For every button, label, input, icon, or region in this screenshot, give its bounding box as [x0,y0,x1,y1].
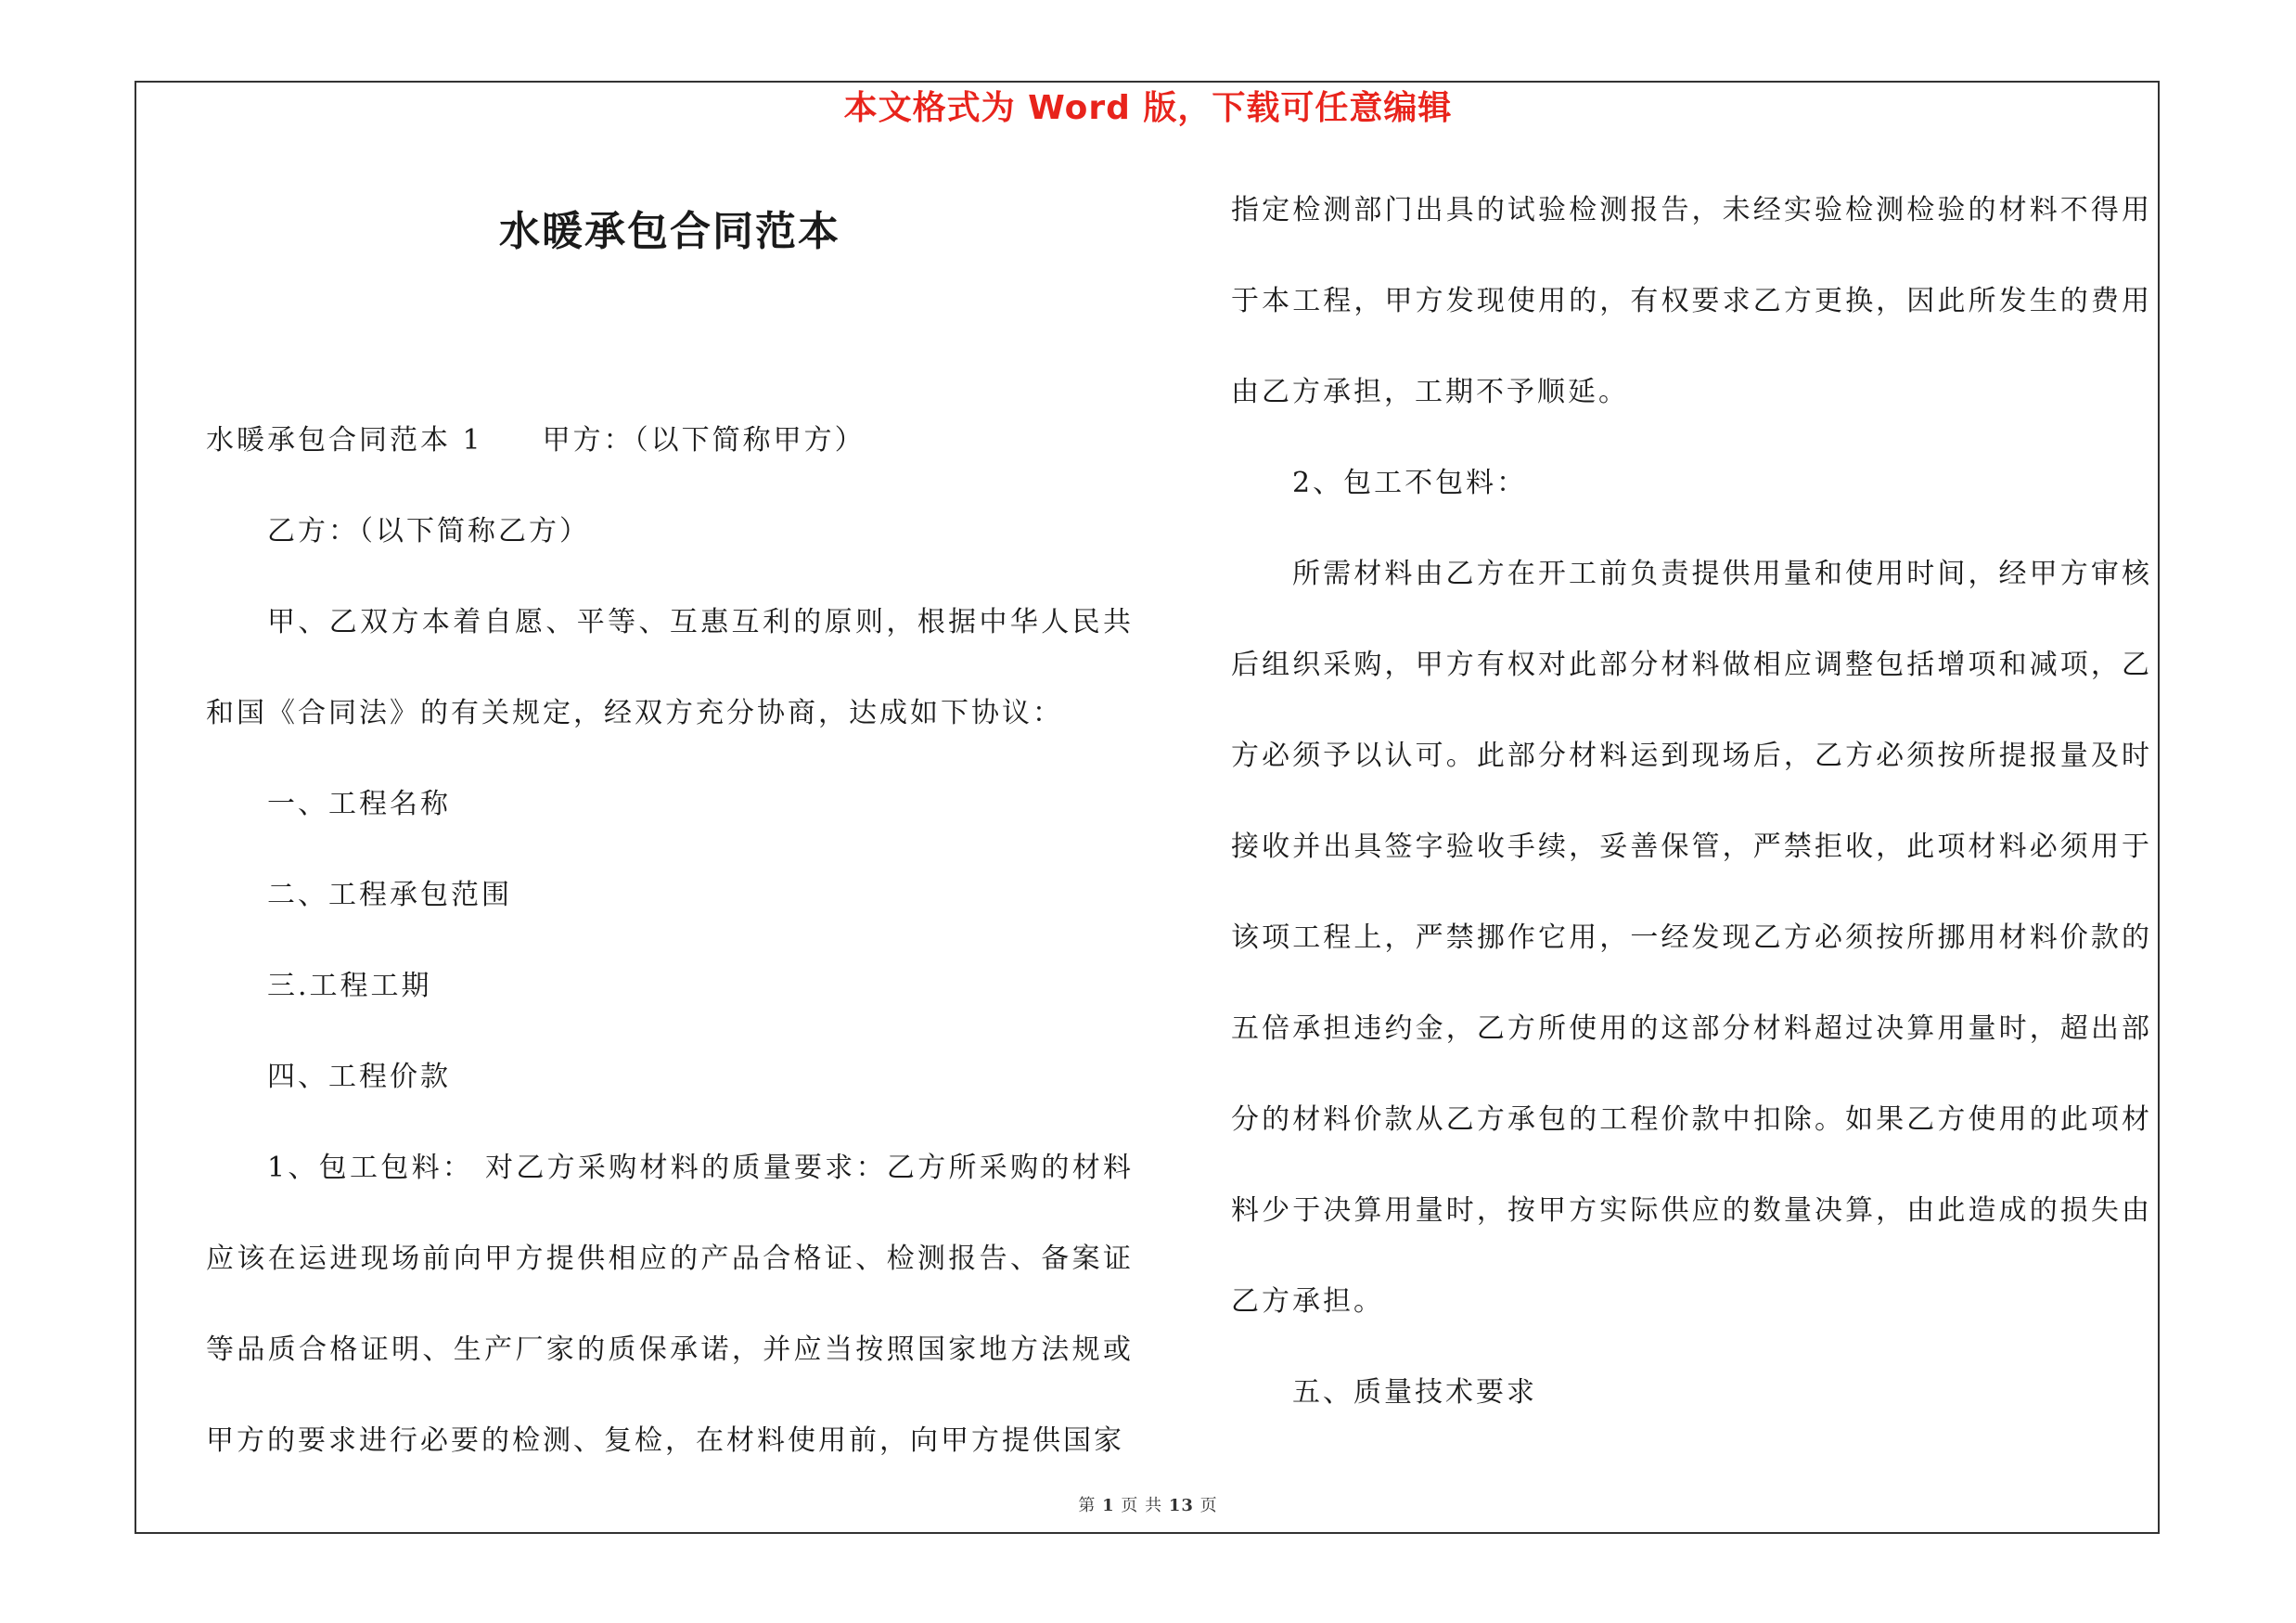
left-column [206,395,1134,1487]
opening-line [206,395,1134,486]
materials-paragraph: 所需材料由乙方在开工前负责提供用量和使用时间，经甲方审核后组织采购，甲方有权对此部分材料做相应调整包括增项和减项，乙方必须予以认可。此部分材料运到现场后，乙方必须按所提报量及时接收并出具签字验收手续，妥善保管，严禁拒收，此项材料必须用于该项工程上，严禁挪作它用，一经发现乙方必须按所挪用材料价款的五倍承担违约金，乙方所使用的这部分材料超过决算用量时，超出部分的材料价款从乙方承包的工程价款中扣除。如果乙方使用的此项材料少于决算用量时，按甲方实际供应的数量决算，由此造成的损失由乙方承担。 [1231,558,2152,1318]
right-column [1231,165,2152,1438]
contract-heading: 水暖承包合同范本 1 [206,424,483,457]
page-number-footer [0,1494,2296,1518]
footer-suffix: 页 [1199,1496,1218,1515]
footer-middle: 页 共 [1121,1496,1163,1515]
preamble-paragraph: 甲、乙双方本着自愿、平等、互惠互利的原则，根据中华人民共和国《合同法》的有关规定，经双方充分协商，达成如下协议： [206,606,1134,729]
document-title: 水暖承包合同范本 [499,208,840,255]
footer-prefix: 第 [1078,1496,1097,1515]
section-project-period: 三.工程工期 [267,970,432,1002]
section-project-name: 一、工程名称 [267,788,451,820]
section-quality-requirements: 五、质量技术要求 [1292,1376,1537,1409]
continued-paragraph: 指定检测部门出具的试验检测报告，未经实验检测检验的材料不得用于本工程，甲方发现使用的，有权要求乙方更换，因此所发生的费用由乙方承担，工期不予顺延。 [1231,194,2152,408]
section-project-price: 四、工程价款 [267,1061,451,1093]
clause-labor-only: 2、包工不包料： [1292,467,1528,499]
clause-labor-and-materials: 1、包工包料： 对乙方采购材料的质量要求：乙方所采购的材料应该在运进现场前向甲方提供相应的产品合格证、检测报告、备案证等品质合格证明、生产厂家的质保承诺，并应当按照国家地方法规或甲方的要求进行必要的检测、复检，在材料使用前，向甲方提供国家 [206,1152,1134,1457]
party-a-line: 甲方：（以下简称甲方） [542,424,866,457]
section-contract-scope: 二、工程承包范围 [267,879,512,911]
total-page-count: 13 [1168,1496,1194,1515]
current-page-number: 1 [1102,1496,1115,1515]
party-b-line: 乙方：（以下简称乙方） [267,515,590,547]
format-banner: 本文格式为 Word 版，下载可任意编辑 [843,89,1453,127]
